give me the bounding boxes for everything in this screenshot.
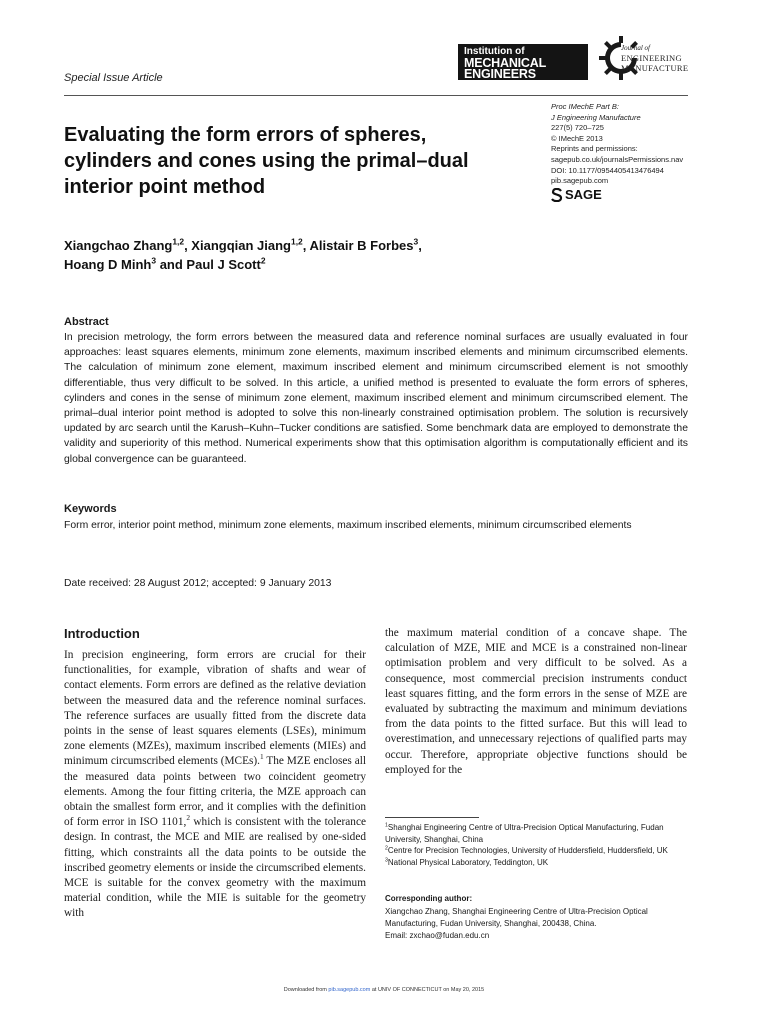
pubinfo-reprints: Reprints and permissions: xyxy=(551,144,638,154)
publication-info xyxy=(551,102,683,187)
affiliation-text: National Physical Laboratory, Teddington, UK xyxy=(387,857,549,867)
article-type-label: Special Issue Article xyxy=(64,72,163,84)
authors-line-1 xyxy=(64,236,504,255)
sage-logo xyxy=(551,187,602,202)
body-text: In precision engineering, form errors are crucial for their functionalities, for example, vibration of shafts and wear of contact elements. Form errors are defined as the relative deviation between the measured data and the reference nominal surfaces. The reference surfaces are usually fitted from the discrete data points in the sense of least squares elements (LSEs), minimum zone elements (MZEs), maximum inscribed elements (MIEs) and minimum circumscribed elements (MCEs). xyxy=(64,649,366,768)
pubinfo-site-link[interactable]: pib.sagepub.com xyxy=(551,176,609,186)
corresponding-author-line: Manufacturing, Fudan University, Shanghai, 200438, China. xyxy=(385,918,597,928)
corresponding-author-line: Xiangchao Zhang, Shanghai Engineering Centre of Ultra-Precision Optical xyxy=(385,907,648,916)
corresponding-author-heading: Corresponding author: xyxy=(385,894,473,903)
author-name: Xiangchao Zhang xyxy=(64,238,173,253)
affiliation-text: Centre for Precision Technologies, University of Huddersfield, Huddersfield, UK xyxy=(387,846,668,856)
pubinfo-volume: 227(5) 720–725 xyxy=(551,123,604,133)
section-heading-introduction: Introduction xyxy=(64,626,140,641)
footnote-divider xyxy=(385,817,479,818)
affiliation-footnotes xyxy=(385,822,695,868)
affiliation-text: Shanghai Engineering Centre of Ultra-Precision Optical Manufacturing, Fudan University, Shanghai, China xyxy=(385,823,664,844)
author-separator: , xyxy=(418,238,422,253)
download-notice-suffix: at UNIV OF CONNECTICUT on May 20, 2015 xyxy=(370,987,485,993)
author-name: and Paul J Scott xyxy=(156,257,261,272)
citation-link[interactable]: 1 xyxy=(259,752,264,762)
author-list xyxy=(64,236,504,274)
abstract-text: In precision metrology, the form errors between the measured data and reference nominal surfaces are usually evaluated in four approaches: least squares elements, minimum zone elements, maximum inscribed elements and minimum circumscribed elements. The calculation of minimum zone element, maximum inscribed element and minimum circumscribed element is not smoothly differentiable, thus very difficult to be solved. In this article, a unified method is presented to evaluate the form errors of spheres, cylinders and cones in the sense of minimum zone element, maximum inscribed element and minimum circumscribed element. The primal–dual interior point method is adopted to solve this non-linearly constrained optimisation problem. The solution is recursively updated by arc search until the Karush–Kuhn–Tucker conditions are satisfied. Some benchmark data are employed to demonstrate the validity and superiority of this method. Numerical experiments show that this optimisation algorithm is computationally efficient and its global convergence can be guaranteed. xyxy=(64,332,688,465)
body-column-right: the maximum material condition of a concave shape. The calculation of MZE, MIE and MCE is a constrained non-linear optimisation problem and very difficult to be solved. As a consequence, most commercial precision instruments conduct least squares fitting, and the form errors in the sense of MZE are evaluated by subtracting the maximum and minimum deviations from the data points to the fitted surface. But this will lead to overestimation, and unnecessary rejections of qualified parts may occur. Therefore, appropriate objective functions should be employed for the xyxy=(385,627,687,776)
imeche-logo xyxy=(458,44,588,80)
body-column-left xyxy=(64,648,366,922)
affiliation-mark: 3 xyxy=(385,857,388,864)
download-notice-prefix: Downloaded from xyxy=(283,987,329,993)
pubinfo-journal-name: J Engineering Manufacture xyxy=(551,112,641,122)
keywords-text: Form error, interior point method, minimum zone elements, maximum inscribed elements, minimum circumscribed elements xyxy=(64,520,632,531)
imeche-logo-line2: MECHANICAL xyxy=(464,56,547,70)
author-name: Hoang D Minh xyxy=(64,257,152,272)
imeche-logo-line1: Institution of xyxy=(464,46,525,57)
corresponding-author-details xyxy=(385,906,695,941)
submission-dates: Date received: 28 August 2012; accepted: 9 January 2013 xyxy=(64,578,332,589)
body-text: The MZE encloses all the measured data points between two coincident geometry elements. Among the four fitting criteria, the MZE approach can obtain the smallest form error, and it complies with the definition of form error in ISO 1101, xyxy=(64,755,366,829)
journal-logo-line2: ENGINEERING xyxy=(621,53,682,63)
author-affiliation-mark: 3 xyxy=(413,236,419,247)
corresponding-author-email[interactable]: Email: zxchao@fudan.edu.cn xyxy=(385,930,490,940)
affiliation-footnote xyxy=(385,857,695,869)
sage-logo-text: SAGE xyxy=(565,187,602,202)
affiliation-mark: 1 xyxy=(385,822,388,829)
affiliation-mark: 2 xyxy=(385,845,388,852)
author-affiliation-mark: 2 xyxy=(260,255,266,266)
author-affiliation-mark: 1,2 xyxy=(172,236,185,247)
journal-logo-line1: Journal of xyxy=(621,44,650,52)
abstract-heading: Abstract xyxy=(64,316,109,328)
download-notice-link[interactable]: pib.sagepub.com xyxy=(328,987,371,993)
sage-s-icon xyxy=(551,188,563,202)
affiliation-footnote xyxy=(385,845,695,857)
pubinfo-copyright: © IMechE 2013 xyxy=(551,133,603,143)
download-notice xyxy=(0,987,768,993)
citation-link[interactable]: 2 xyxy=(186,813,190,823)
article-title: Evaluating the form errors of spheres, cylinders and cones using the primal–dual interior point method xyxy=(64,124,469,198)
pubinfo-permissions-link[interactable]: sagepub.co.uk/journalsPermissions.nav xyxy=(551,154,684,164)
author-affiliation-mark: 3 xyxy=(151,255,157,266)
author-name: , Xiangqian Jiang xyxy=(184,238,291,253)
body-text: which is consistent with the tolerance design. In contrast, the MCE and MIE are realised by one-sided fitting, which constraints all the data points to be outside the inscribed geometry elements or inside the circumscribed elements. MCE is suitable for the convex geometry with the maximum material condition, while the MIE is suitable for the geometry with xyxy=(64,816,366,920)
header-divider xyxy=(64,95,688,96)
keywords-heading: Keywords xyxy=(64,503,117,515)
affiliation-footnote xyxy=(385,822,695,845)
author-affiliation-mark: 1,2 xyxy=(291,236,303,247)
imeche-logo-line3: ENGINEERS xyxy=(464,67,536,81)
authors-line-2 xyxy=(64,255,504,274)
pubinfo-journal-part: Proc IMechE Part B: xyxy=(551,102,619,111)
pubinfo-doi[interactable]: DOI: 10.1177/0954405413476494 xyxy=(551,165,664,175)
journal-logo-line3: MANUFACTURE xyxy=(621,63,689,73)
author-name: , Alistair B Forbes xyxy=(302,238,414,253)
